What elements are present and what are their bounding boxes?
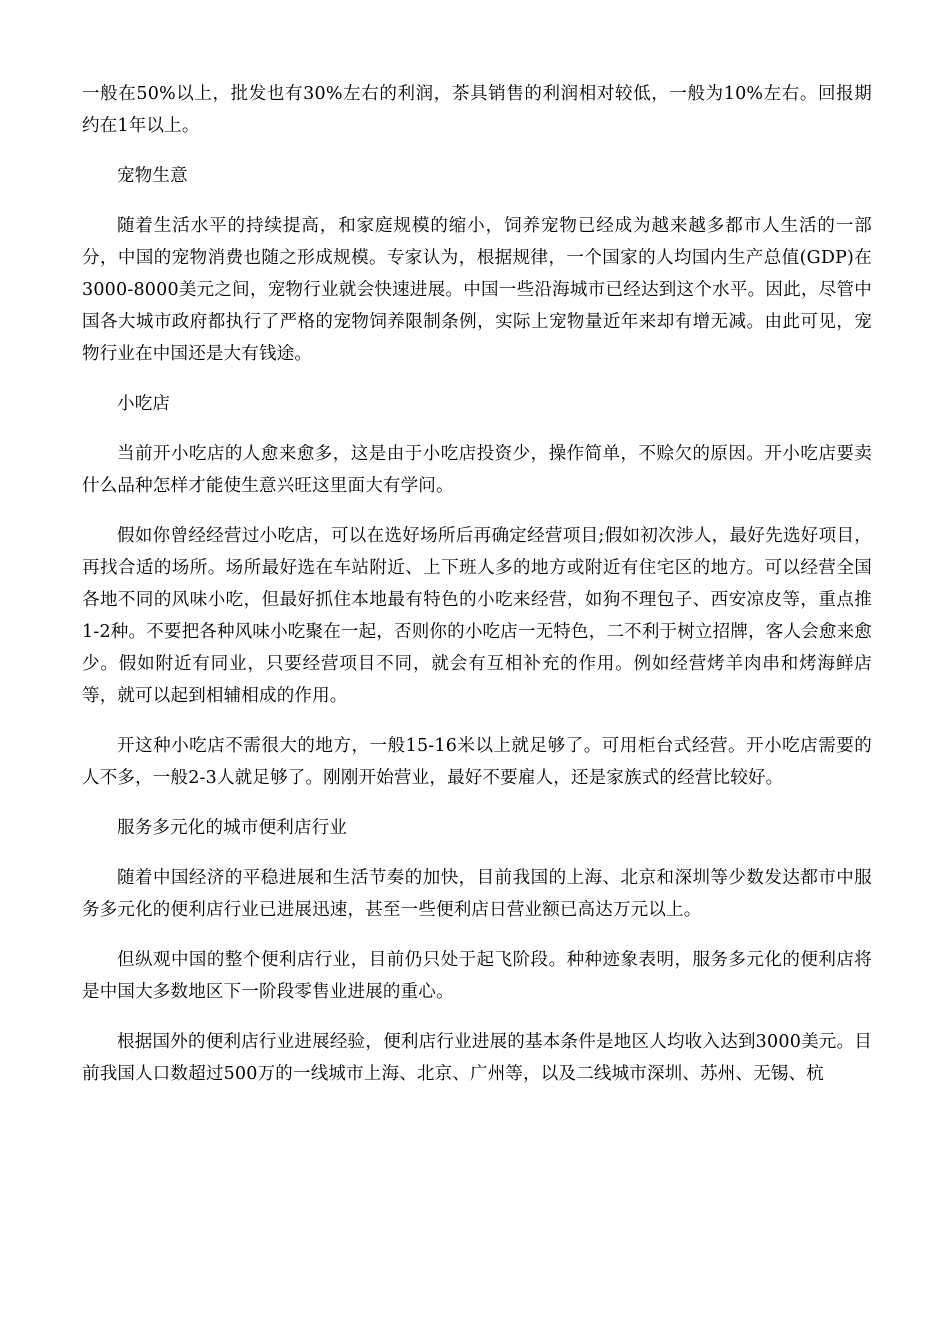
document-page: [82, 78, 872, 1108]
paragraph-convenience-growth: 随着中国经济的平稳进展和生活节奏的加快，目前我国的上海、北京和深圳等少数发达都市中服务多元化的便利店行业已进展迅速，甚至一些便利店日营业额已高达万元以上。: [82, 868, 872, 920]
heading-pet-business: 宠物生意: [117, 166, 188, 186]
paragraph-convenience-stage: 但纵观中国的整个便利店行业，目前仍只处于起飞阶段。种种迹象表明，服务多元化的便利店将是中国大多数地区下一阶段零售业进展的重心。: [82, 950, 872, 1002]
paragraph-tea-profit: 一般在50%以上，批发也有30%左右的利润，茶具销售的利润相对较低，一般为10%左右。回报期约在1年以上。: [82, 84, 872, 136]
paragraph-pet-market: 随着生活水平的持续提高，和家庭规模的缩小，饲养宠物已经成为越来越多都市人生活的一部分，中国的宠物消费也随之形成规模。专家认为，根据规律，一个国家的人均国内生产总值(GDP)在3000-8000美元之间，宠物行业就会快速进展。中国一些沿海城市已经达到这个水平。因此，尽管中国各大城市政府都执行了严格的宠物饲养限制条例，实际上宠物量近年来却有增无减。由此可见，宠物行业在中国还是大有钱途。: [82, 216, 872, 364]
paragraph-snack-intro: 当前开小吃店的人愈来愈多，这是由于小吃店投资少，操作简单，不赊欠的原因。开小吃店要卖什么品种怎样才能使生意兴旺这里面大有学问。: [82, 444, 872, 496]
paragraph-convenience-conditions: 根据国外的便利店行业进展经验，便利店行业进展的基本条件是地区人均收入达到3000美元。目前我国人口数超过500万的一线城市上海、北京、广州等，以及二线城市深圳、苏州、无锡、杭: [82, 1032, 872, 1084]
paragraph-snack-size: 开这种小吃店不需很大的地方，一般15-16米以上就足够了。可用柜台式经营。开小吃店需要的人不多，一般2-3人就足够了。刚刚开始营业，最好不要雇人，还是家族式的经营比较好。: [82, 736, 872, 788]
paragraph-snack-location: 假如你曾经经营过小吃店，可以在选好场所后再确定经营项目;假如初次涉人，最好先选好项目，再找合适的场所。场所最好选在车站附近、上下班人多的地方或附近有住宅区的地方。可以经营全国各地不同的风味小吃，但最好抓住本地最有特色的小吃来经营，如狗不理包子、西安凉皮等，重点推1-2种。不要把各种风味小吃聚在一起，否则你的小吃店一无特色，二不利于树立招牌，客人会愈来愈少。假如附近有同业，只要经营项目不同，就会有互相补充的作用。例如经营烤羊肉串和烤海鲜店等，就可以起到相辅相成的作用。: [82, 526, 872, 706]
heading-convenience-store: 服务多元化的城市便利店行业: [117, 818, 348, 838]
heading-snack-shop: 小吃店: [117, 394, 171, 414]
